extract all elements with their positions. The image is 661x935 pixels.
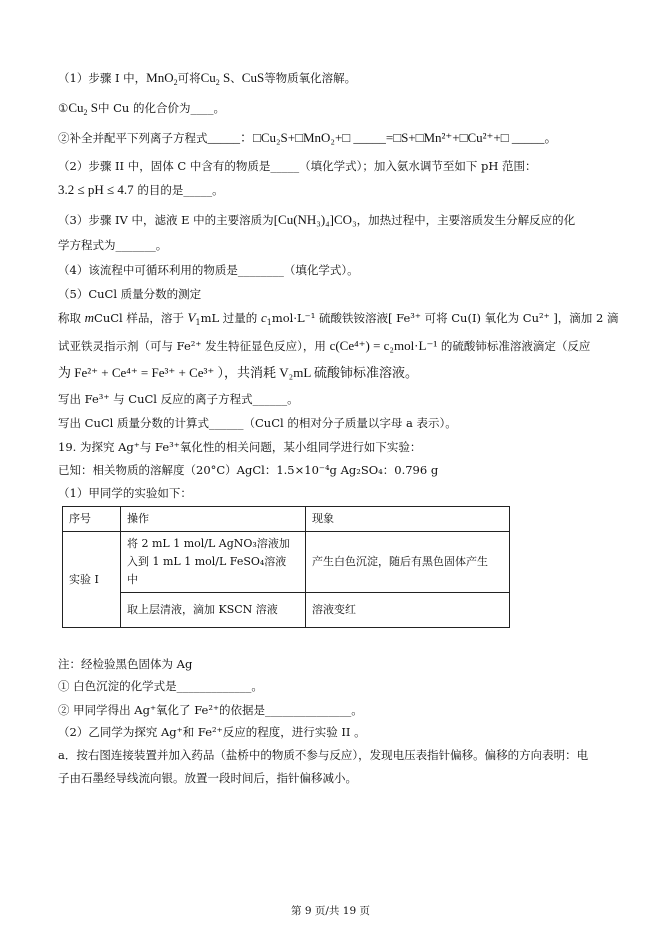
q5-heading: （5）CuCl 质量分数的测定 [58,287,202,301]
table-header-row [63,507,510,532]
experiment-table [62,506,510,628]
q19-a-line1: a．按右图连接装置并加入药品（盐桥中的物质不参与反应），发现电压表指针偏移。偏移的方向表明：电 [58,748,589,762]
table-row [63,532,510,593]
phenomenon-2: 溶液变红 [306,593,510,628]
operation-2: 取上层清液，滴加 KSCN 溶液 [121,593,306,628]
q19-a-line2: 子由石墨经导线流向银。放置一段时间后，指针偏移减小。 [58,771,357,785]
q4-line1: （4）该流程中可循环利用的物质是________（填化学式）。 [58,263,359,277]
q2-line2: 3.2 ≤ pH ≤ 4.7 的目的是_____。 [58,182,224,197]
q1-intro: （1）步骤 I 中，MnO$_2$可将$Cu_2$ S、CuS等物质氧化溶解。 [58,70,357,87]
q19-note: 注：经检验黑色固体为 Ag [58,657,193,671]
q2-line1: （2）步骤 II 中，固体 C 中含有的物质是_____（填化学式）；加入氨水调节至如下 pH 范围： [58,159,537,173]
table-row [63,593,510,628]
q19-qa: ① 白色沉淀的化学式是_____________。 [58,679,263,693]
phenomenon-1: 产生白色沉淀，随后有黑色固体产生 [306,532,510,593]
q19-part1: （1）甲同学的实验如下： [58,486,192,500]
q5-line5: 写出 CuCl 质量分数的计算式______（CuCl 的相对分子质量以字母 a 表示）。 [58,416,457,430]
q19-known: 已知：相关物质的溶解度（20°C）AgCl：1.5×10⁻⁴g Ag₂SO₄：0.796 g [58,463,439,477]
q3-line1: （3）步骤 IV 中，滤液 E 中的主要溶质为[Cu(NH₃)₄]CO₃，加热过程中，主要溶质发生分解反应的化 [58,212,576,227]
q5-line2: 试亚铁灵指示剂（可与 Fe²⁺ 发生特征显色反应），用 c(Ce⁴⁺) = c₂mol·L⁻¹ 的硫酸铈标准溶液滴定（反应 [58,338,591,353]
page-footer: 第 9 页/共 19 页 [291,905,370,917]
header-operation: 操作 [121,507,306,532]
q5-line3: 为 Fe²⁺ + Ce⁴⁺ = Fe³⁺ + Ce³⁺ ），共消耗 V₂mL 硫酸铈标准溶液。 [58,365,419,380]
operation-1: 将 2 mL 1 mol/L AgNO₃溶液加 入到 1 mL 1 mol/L FeSO₄溶液 中 [121,532,306,593]
q5-line1: 称取 mCuCl 样品，溶于 $V_1mL$ 过量的 $c_1mol\cdot L^{-1}$ 硫酸铁铵溶液[ Fe³⁺ 可将 Cu(I) 氧化为 Cu²⁺ ]，滴加 2 滴 [58,310,619,327]
q1-sub-b: ②补全并配平下列离子方程式_____：□Cu₂S+□MnO₂+□ _____=□S+□Mn²⁺+□Cu²⁺+□ _____。 [58,130,558,145]
row-label: 实验 I [63,532,121,628]
header-index: 序号 [63,507,121,532]
q1-sub-a: $①Cu_2$ S中 Cu 的化合价为____。 [58,100,225,117]
q19-title: 19. 为探究 Ag⁺与 Fe³⁺氧化性的相关问题，某小组同学进行如下实验： [58,440,422,454]
header-phenomenon: 现象 [306,507,510,532]
q5-line4: 写出 Fe³⁺ 与 CuCl 反应的离子方程式______。 [58,392,299,406]
q19-part2: （2）乙同学为探究 Ag⁺和 Fe²⁺反应的程度，进行实验 II 。 [58,725,366,739]
q19-qb: ② 甲同学得出 Ag⁺氧化了 Fe²⁺的依据是_______________。 [58,703,363,717]
q3-line2: 学方程式为_______。 [58,238,168,252]
